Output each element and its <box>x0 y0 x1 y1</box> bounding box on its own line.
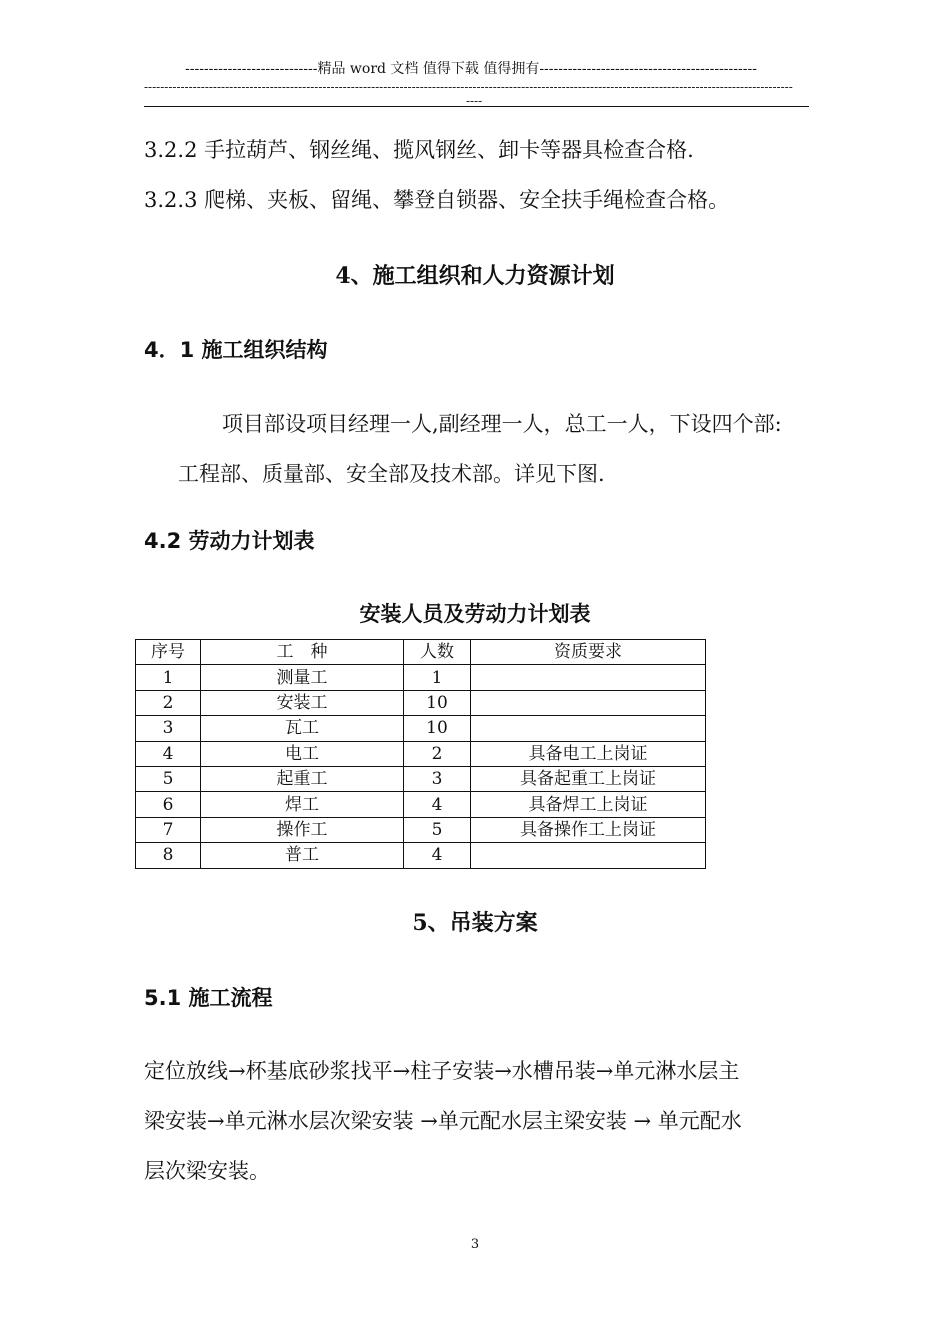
header-type: 工 种 <box>201 640 404 665</box>
cell-type: 焊工 <box>201 792 404 817</box>
cell-type: 测量工 <box>201 665 404 690</box>
cell-seq: 4 <box>136 741 201 766</box>
table-row <box>136 843 706 868</box>
page-number: 3 <box>470 1237 480 1252</box>
section-5-1-heading: 5.1 施工流程 <box>144 986 273 1010</box>
table-row <box>136 716 706 741</box>
cell-count: 4 <box>404 843 471 868</box>
cell-requirement: 具备焊工上岗证 <box>471 792 706 817</box>
cell-type: 电工 <box>201 741 404 766</box>
cell-count: 10 <box>404 690 471 715</box>
section-4-1-body-line1: 项目部设项目经理一人,副经理一人，总工一人，下设四个部: <box>222 412 782 436</box>
section-5-heading: 5、吊装方案 <box>412 910 538 936</box>
cell-count: 5 <box>404 817 471 842</box>
cell-type: 普工 <box>201 843 404 868</box>
page-header-dashes-end: ---- <box>466 94 483 108</box>
header-seq: 序号 <box>136 640 201 665</box>
table-row <box>136 665 706 690</box>
section-4-2-heading: 4.2 劳动力计划表 <box>144 529 315 553</box>
header-rule <box>144 106 809 107</box>
header-count: 人数 <box>404 640 471 665</box>
section-4-heading: 4、施工组织和人力资源计划 <box>335 263 615 289</box>
cell-count: 1 <box>404 665 471 690</box>
cell-requirement <box>471 843 706 868</box>
cell-seq: 1 <box>136 665 201 690</box>
cell-requirement <box>471 690 706 715</box>
cell-requirement <box>471 716 706 741</box>
cell-type: 安装工 <box>201 690 404 715</box>
cell-requirement: 具备起重工上岗证 <box>471 766 706 791</box>
cell-seq: 2 <box>136 690 201 715</box>
cell-type: 操作工 <box>201 817 404 842</box>
cell-type: 瓦工 <box>201 716 404 741</box>
paragraph-3-2-2: 3.2.2 手拉葫芦、钢丝绳、揽风钢丝、卸卡等器具检查合格. <box>144 138 694 162</box>
cell-seq: 7 <box>136 817 201 842</box>
cell-requirement: 具备电工上岗证 <box>471 741 706 766</box>
cell-seq: 5 <box>136 766 201 791</box>
cell-count: 2 <box>404 741 471 766</box>
cell-seq: 3 <box>136 716 201 741</box>
cell-count: 4 <box>404 792 471 817</box>
cell-count: 3 <box>404 766 471 791</box>
cell-count: 10 <box>404 716 471 741</box>
flow-line2: 梁安装→单元淋水层次梁安装 →单元配水层主梁安装 → 单元配水 <box>144 1109 742 1133</box>
cell-seq: 8 <box>136 843 201 868</box>
table-row <box>136 741 706 766</box>
cell-seq: 6 <box>136 792 201 817</box>
page-header-dashes: ---------------------------------------------------------------------------------------------------------------------------------------------------------------- <box>144 80 793 94</box>
cell-requirement <box>471 665 706 690</box>
table-title: 安装人员及劳动力计划表 <box>359 601 591 626</box>
flow-line1: 定位放线→杯基底砂浆找平→柱子安装→水槽吊装→单元淋水层主 <box>144 1059 740 1083</box>
table-row <box>136 690 706 715</box>
table-row <box>136 792 706 817</box>
section-4-1-body-line2: 工程部、质量部、安全部及技术部。详见下图. <box>178 462 605 486</box>
table-row <box>136 817 706 842</box>
header-requirement: 资质要求 <box>471 640 706 665</box>
cell-type: 起重工 <box>201 766 404 791</box>
flow-line3: 层次梁安装。 <box>144 1159 270 1183</box>
page-header-text: ----------------------------精品 word 文档 值得下载 值得拥有---------------------------------------------- <box>185 61 757 77</box>
paragraph-3-2-3: 3.2.3 爬梯、夹板、留绳、攀登自锁器、安全扶手绳检查合格。 <box>144 188 730 212</box>
cell-requirement: 具备操作工上岗证 <box>471 817 706 842</box>
table-row <box>136 766 706 791</box>
labor-plan-table <box>135 639 706 869</box>
section-4-1-heading: 4．1 施工组织结构 <box>144 338 328 362</box>
table-header-row <box>136 640 706 665</box>
